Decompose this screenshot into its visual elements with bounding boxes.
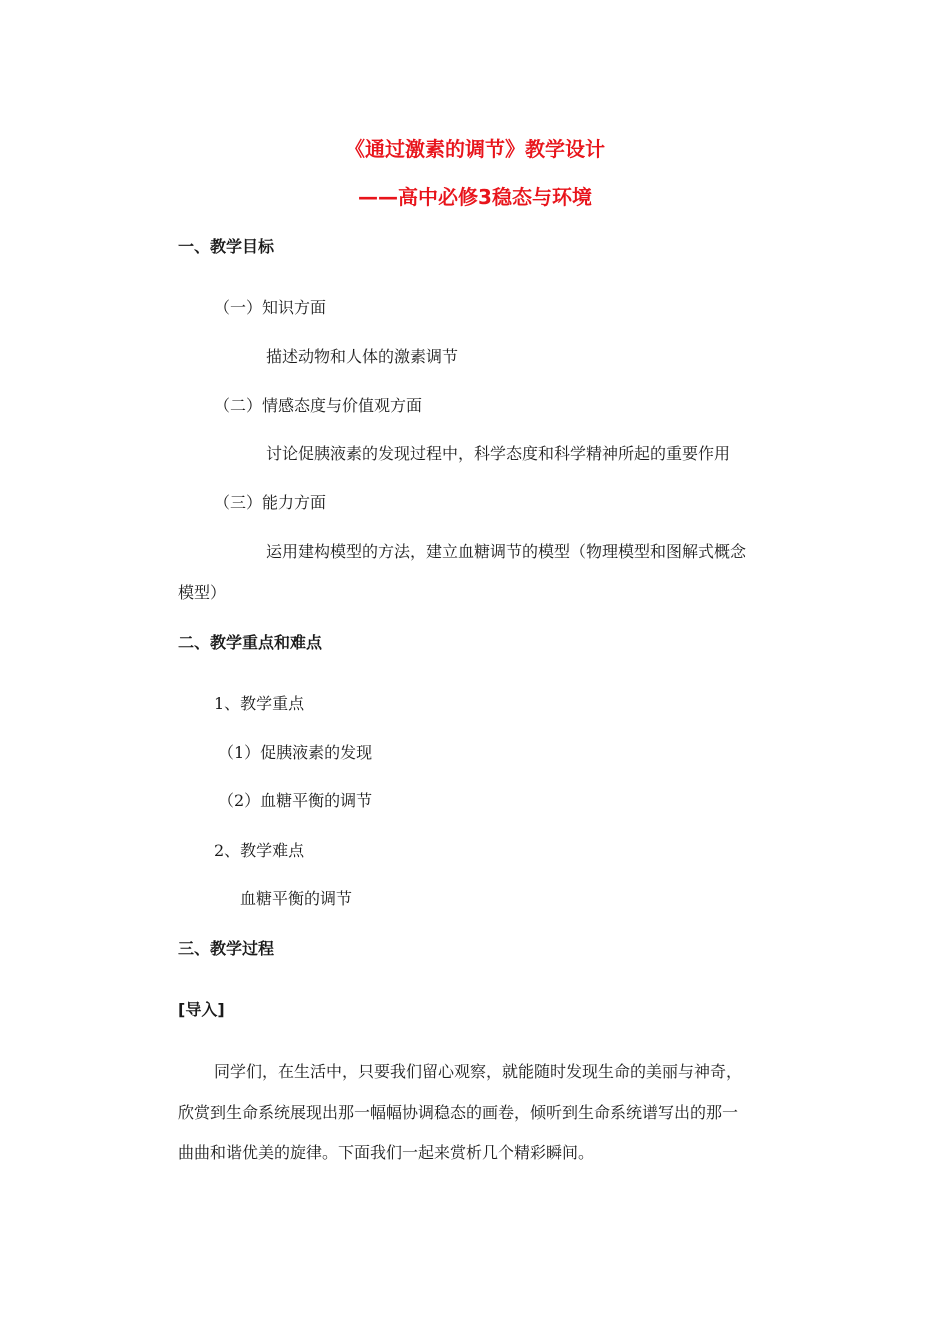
document-subtitle: ——高中必修3稳态与环境 xyxy=(358,185,592,209)
section-heading-objectives: 一、教学目标 xyxy=(178,237,275,256)
list-item-key-points: 1、教学重点 xyxy=(214,694,305,713)
subheading-attitude: （二）情感态度与价值观方面 xyxy=(214,396,423,415)
subheading-ability: （三）能力方面 xyxy=(214,493,327,512)
list-item-key-point-1: （1）促胰液素的发现 xyxy=(218,743,373,762)
intro-paragraph-line-3: 曲曲和谐优美的旋律。下面我们一起来赏析几个精彩瞬间。 xyxy=(178,1143,595,1162)
paragraph-difficulty: 血糖平衡的调节 xyxy=(240,889,353,908)
paragraph-knowledge: 描述动物和人体的激素调节 xyxy=(266,347,459,366)
section-heading-key-points: 二、教学重点和难点 xyxy=(178,633,323,652)
paragraph-attitude: 讨论促胰液素的发现过程中，科学态度和科学精神所起的重要作用 xyxy=(266,444,731,463)
intro-paragraph-line-1: 同学们，在生活中，只要我们留心观察，就能随时发现生命的美丽与神奇， xyxy=(214,1062,743,1081)
intro-paragraph-line-2: 欣赏到生命系统展现出那一幅幅协调稳态的画卷，倾听到生命系统谱写出的那一 xyxy=(178,1103,739,1122)
list-item-key-point-2: （2）血糖平衡的调节 xyxy=(218,791,373,810)
section-heading-process: 三、教学过程 xyxy=(178,939,275,958)
subheading-knowledge: （一）知识方面 xyxy=(214,298,327,317)
paragraph-ability-line-1: 运用建构模型的方法，建立血糖调节的模型（物理模型和图解式概念 xyxy=(266,542,747,561)
paragraph-ability-line-2: 模型） xyxy=(178,583,227,602)
intro-label: [导入] xyxy=(178,1000,225,1019)
document-title: 《通过激素的调节》教学设计 xyxy=(345,137,605,161)
list-item-difficulties: 2、教学难点 xyxy=(214,841,305,860)
